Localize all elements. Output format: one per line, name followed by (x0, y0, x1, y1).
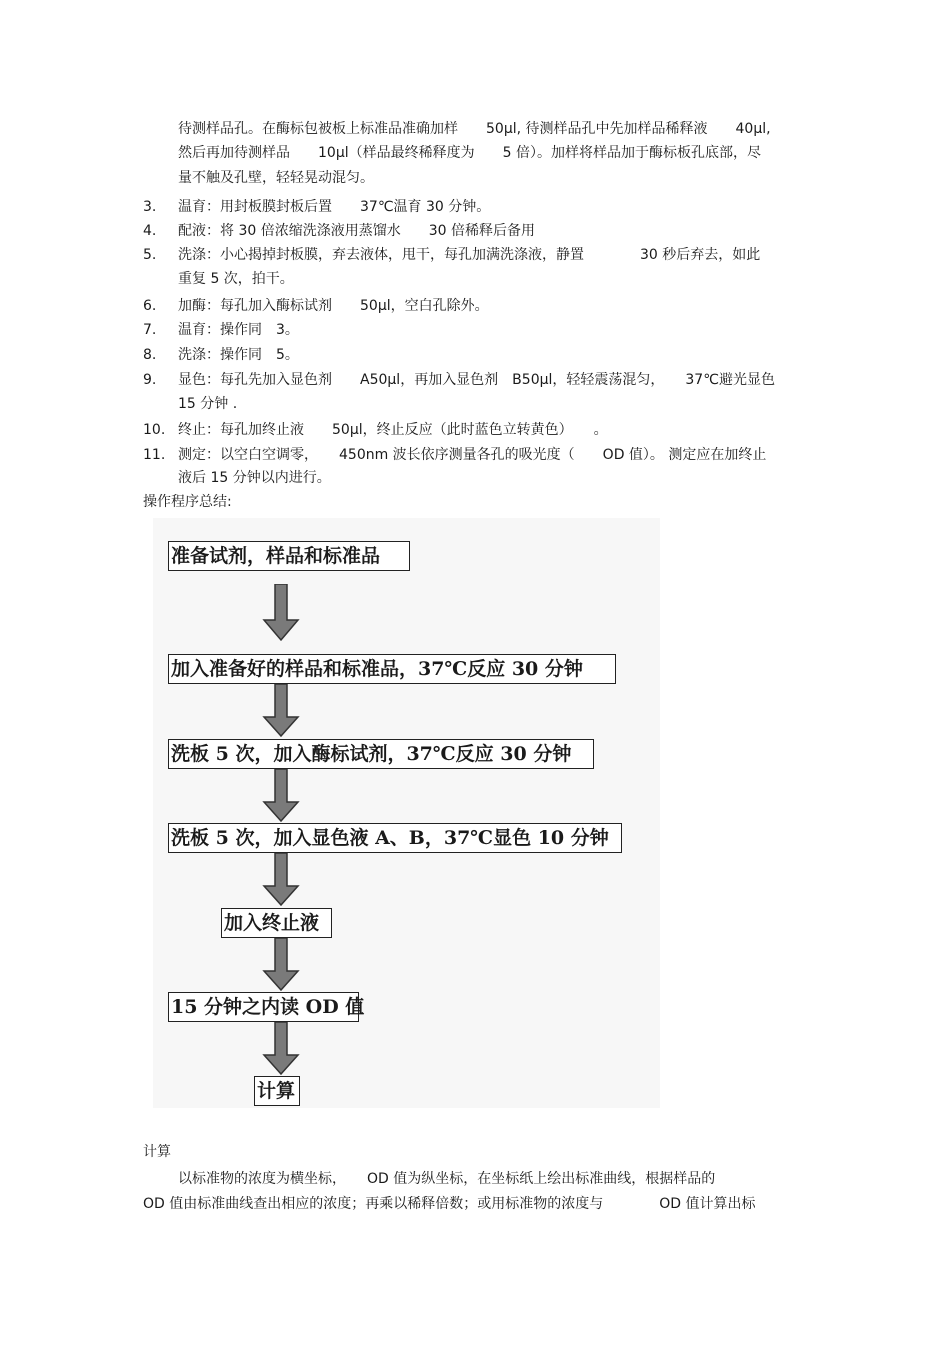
step-4-number: 4. (143, 223, 157, 239)
flow-step-stop: 加入终止液 (221, 908, 332, 938)
intro-line-3: 量不触及孔壁，轻轻晃动混匀。 (178, 170, 374, 186)
step-11-text-1: 测定：以空白空调零， 450nm 波长依序测量各孔的吸光度（ OD 值）。 测定应在加终止 (178, 447, 767, 463)
arrow-down-icon (262, 853, 300, 907)
flow-step-calculate: 计算 (254, 1076, 300, 1106)
step-9-text-2: 15 分钟 . (178, 396, 238, 412)
step-8-text: 洗涤：操作同 5。 (178, 347, 299, 363)
step-9-text-1: 显色：每孔先加入显色剂 A50μl，再加入显色剂 B50μl，轻轻震荡混匀， 37℃避光显色 (178, 372, 775, 388)
flow-step-color: 洗板 5 次，加入显色液 A、B，37℃显色 10 分钟 (168, 823, 622, 853)
arrow-down-icon (262, 1022, 300, 1076)
step-5-text-1: 洗涤：小心揭掉封板膜，弃去液体，甩干，每孔加满洗涤液，静置 30 秒后弃去，如此 (178, 247, 761, 263)
step-11-number: 11. (143, 447, 166, 463)
step-6-text: 加酶：每孔加入酶标试剂 50μl，空白孔除外。 (178, 298, 489, 314)
arrow-down-icon (262, 584, 300, 642)
arrow-down-icon (262, 769, 300, 823)
step-3-number: 3. (143, 199, 157, 215)
step-3-text: 温育：用封板膜封板后置 37℃温育 30 分钟。 (178, 199, 491, 215)
step-5-number: 5. (143, 247, 157, 263)
flow-step-add-enzyme: 洗板 5 次，加入酶标试剂，37℃反应 30 分钟 (168, 739, 594, 769)
step-7-number: 7. (143, 322, 157, 338)
step-5-text-2: 重复 5 次，拍干。 (178, 271, 294, 287)
step-4-text: 配液：将 30 倍浓缩洗涤液用蒸馏水 30 倍稀释后备用 (178, 223, 535, 239)
step-11-text-2: 液后 15 分钟以内进行。 (178, 470, 331, 486)
step-9-number: 9. (143, 372, 157, 388)
calc-line-2: OD 值由标准曲线查出相应的浓度；再乘以稀释倍数；或用标准物的浓度与 OD 值计算出标 (143, 1196, 756, 1212)
step-10-number: 10. (143, 422, 166, 438)
step-10-text: 终止：每孔加终止液 50μl，终止反应（此时蓝色立转黄色） 。 (178, 422, 608, 438)
flow-step-read-od: 15 分钟之内读 OD 值 (168, 992, 359, 1022)
summary-title: 操作程序总结: (143, 494, 232, 510)
flow-step-prepare: 准备试剂，样品和标准品 (168, 541, 410, 571)
intro-line-2: 然后再加待测样品 10μl（样品最终稀释度为 5 倍）。加样将样品加于酶标板孔底部，尽 (178, 145, 761, 161)
step-6-number: 6. (143, 298, 157, 314)
arrow-down-icon (262, 684, 300, 738)
intro-line-1: 待测样品孔。在酶标包被板上标准品准确加样 50μl, 待测样品孔中先加样品稀释液 40μl, (178, 121, 771, 137)
step-8-number: 8. (143, 347, 157, 363)
calc-line-1: 以标准物的浓度为横坐标， OD 值为纵坐标，在坐标纸上绘出标准曲线，根据样品的 (178, 1171, 716, 1187)
calc-heading: 计算 (143, 1144, 171, 1160)
step-7-text: 温育：操作同 3。 (178, 322, 299, 338)
arrow-down-icon (262, 938, 300, 992)
flow-step-add-samples: 加入准备好的样品和标准品，37℃反应 30 分钟 (168, 654, 616, 684)
